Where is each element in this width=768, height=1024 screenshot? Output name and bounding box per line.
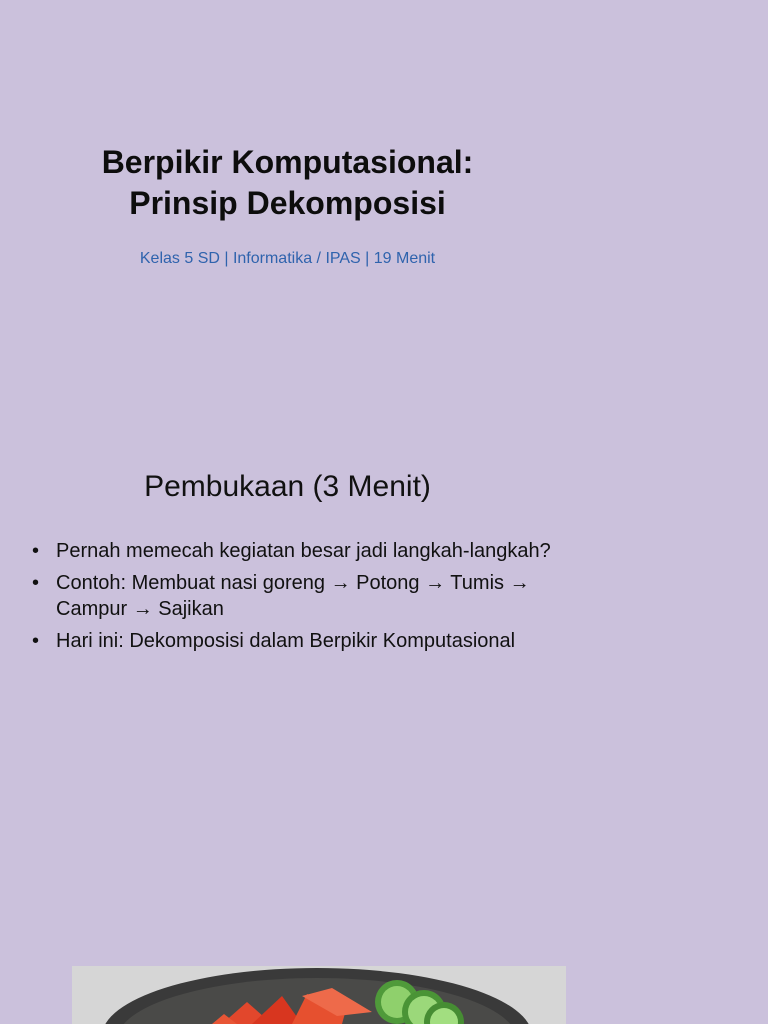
bullet-text: Hari ini: Dekomposisi dalam Berpikir Komputasional — [56, 630, 516, 652]
slide-title — [70, 142, 505, 224]
food-bowl-photo-icon — [72, 966, 566, 1024]
bullet-icon: • — [32, 630, 40, 652]
bullet-list — [32, 538, 552, 660]
bullet-item — [32, 538, 552, 564]
title-line-2: Prinsip Dekomposisi — [129, 185, 446, 221]
bullet-item — [32, 570, 552, 622]
slide-subtitle: Kelas 5 SD | Informatika / IPAS | 19 Menit — [139, 250, 436, 267]
bullet-text: Contoh: Membuat nasi goreng → Potong → Tumis → Campur → Sajikan — [56, 572, 530, 620]
bullet-text: Pernah memecah kegiatan besar jadi langkah-langkah? — [56, 540, 551, 562]
section-title: Pembukaan (3 Menit) — [144, 470, 431, 503]
bullet-icon: • — [32, 572, 40, 594]
bullet-item — [32, 628, 552, 654]
bullet-icon: • — [32, 540, 40, 562]
title-line-1: Berpikir Komputasional: — [101, 144, 474, 180]
food-bowl-photo — [72, 966, 566, 1024]
